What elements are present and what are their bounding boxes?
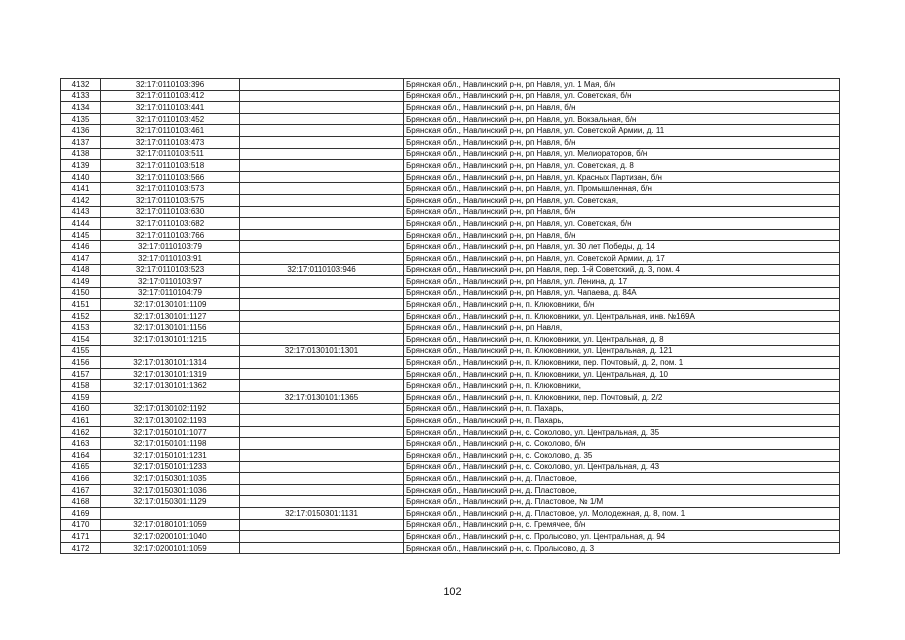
address-cell: Брянская обл., Навлинский р-н, п. Клюковники, ул. Центральная, инв. №169А <box>404 310 840 322</box>
secondary-cadastral-cell <box>240 125 404 137</box>
secondary-cadastral-cell <box>240 252 404 264</box>
row-number-cell: 4157 <box>61 368 101 380</box>
address-cell: Брянская обл., Навлинский р-н, рп Навля, ул. Советской Армии, д. 11 <box>404 125 840 137</box>
address-cell: Брянская обл., Навлинский р-н, п. Клюковники, <box>404 380 840 392</box>
row-number-cell: 4171 <box>61 531 101 543</box>
cadastral-number-cell: 32:17:0110103:766 <box>101 229 240 241</box>
row-number-cell: 4137 <box>61 136 101 148</box>
address-cell: Брянская обл., Навлинский р-н, рп Навля, ул. Советская, д. 8 <box>404 160 840 172</box>
address-cell: Брянская обл., Навлинский р-н, п. Пахарь, <box>404 415 840 427</box>
secondary-cadastral-cell <box>240 299 404 311</box>
cadastral-number-cell: 32:17:0110103:97 <box>101 276 240 288</box>
table-row <box>61 241 840 253</box>
secondary-cadastral-cell <box>240 229 404 241</box>
row-number-cell: 4161 <box>61 415 101 427</box>
table-row <box>61 519 840 531</box>
row-number-cell: 4148 <box>61 264 101 276</box>
row-number-cell: 4172 <box>61 542 101 554</box>
secondary-cadastral-cell <box>240 334 404 346</box>
address-cell: Брянская обл., Навлинский р-н, п. Клюковники, ул. Центральная, д. 8 <box>404 334 840 346</box>
address-cell: Брянская обл., Навлинский р-н, рп Навля, ул. Красных Партизан, б/н <box>404 171 840 183</box>
row-number-cell: 4149 <box>61 276 101 288</box>
cadastral-number-cell <box>101 345 240 357</box>
table-row <box>61 218 840 230</box>
secondary-cadastral-cell: 32:17:0130101:1365 <box>240 392 404 404</box>
address-cell: Брянская обл., Навлинский р-н, рп Навля, ул. Советская, б/н <box>404 90 840 102</box>
secondary-cadastral-cell <box>240 136 404 148</box>
secondary-cadastral-cell <box>240 79 404 91</box>
address-cell: Брянская обл., Навлинский р-н, рп Навля, ул. 1 Мая, б/н <box>404 79 840 91</box>
secondary-cadastral-cell <box>240 102 404 114</box>
address-cell: Брянская обл., Навлинский р-н, д. Пластовое, № 1/М <box>404 496 840 508</box>
secondary-cadastral-cell <box>240 380 404 392</box>
address-cell: Брянская обл., Навлинский р-н, рп Навля, ул. 30 лет Победы, д. 14 <box>404 241 840 253</box>
cadastral-number-cell: 32:17:0150101:1077 <box>101 426 240 438</box>
address-cell: Брянская обл., Навлинский р-н, с. Соколово, ул. Центральная, д. 35 <box>404 426 840 438</box>
address-cell: Брянская обл., Навлинский р-н, рп Навля, ул. Мелиораторов, б/н <box>404 148 840 160</box>
secondary-cadastral-cell <box>240 473 404 485</box>
address-cell: Брянская обл., Навлинский р-н, д. Пластовое, <box>404 473 840 485</box>
address-cell: Брянская обл., Навлинский р-н, рп Навля, ул. Чапаева, д. 84А <box>404 287 840 299</box>
cadastral-number-cell: 32:17:0130101:1319 <box>101 368 240 380</box>
cadastral-number-cell: 32:17:0130101:1362 <box>101 380 240 392</box>
address-cell: Брянская обл., Навлинский р-н, рп Навля, пер. 1-й Советский, д. 3, пом. 4 <box>404 264 840 276</box>
secondary-cadastral-cell <box>240 484 404 496</box>
cadastral-number-cell: 32:17:0110103:630 <box>101 206 240 218</box>
cadastral-number-cell: 32:17:0150101:1198 <box>101 438 240 450</box>
table-row <box>61 473 840 485</box>
row-number-cell: 4160 <box>61 403 101 415</box>
cadastral-number-cell: 32:17:0200101:1059 <box>101 542 240 554</box>
row-number-cell: 4141 <box>61 183 101 195</box>
cadastral-number-cell: 32:17:0110103:523 <box>101 264 240 276</box>
table-row <box>61 136 840 148</box>
table-row <box>61 194 840 206</box>
row-number-cell: 4162 <box>61 426 101 438</box>
address-cell: Брянская обл., Навлинский р-н, с. Соколово, д. 35 <box>404 450 840 462</box>
row-number-cell: 4155 <box>61 345 101 357</box>
row-number-cell: 4143 <box>61 206 101 218</box>
cadastral-number-cell: 32:17:0130101:1127 <box>101 310 240 322</box>
secondary-cadastral-cell <box>240 450 404 462</box>
row-number-cell: 4146 <box>61 241 101 253</box>
table-row <box>61 102 840 114</box>
secondary-cadastral-cell <box>240 183 404 195</box>
cadastral-number-cell: 32:17:0130102:1193 <box>101 415 240 427</box>
row-number-cell: 4133 <box>61 90 101 102</box>
table-body <box>61 79 840 554</box>
table-row <box>61 299 840 311</box>
secondary-cadastral-cell <box>240 322 404 334</box>
cadastral-number-cell: 32:17:0110103:412 <box>101 90 240 102</box>
row-number-cell: 4159 <box>61 392 101 404</box>
address-cell: Брянская обл., Навлинский р-н, п. Клюковники, пер. Почтовый, д. 2, пом. 1 <box>404 357 840 369</box>
row-number-cell: 4170 <box>61 519 101 531</box>
address-cell: Брянская обл., Навлинский р-н, рп Навля, ул. Советская, <box>404 194 840 206</box>
secondary-cadastral-cell <box>240 90 404 102</box>
address-cell: Брянская обл., Навлинский р-н, д. Пластовое, ул. Молодежная, д. 8, пом. 1 <box>404 507 840 519</box>
cadastral-number-cell: 32:17:0110103:682 <box>101 218 240 230</box>
table-row <box>61 125 840 137</box>
row-number-cell: 4153 <box>61 322 101 334</box>
row-number-cell: 4136 <box>61 125 101 137</box>
address-cell: Брянская обл., Навлинский р-н, п. Клюковники, б/н <box>404 299 840 311</box>
table-row <box>61 229 840 241</box>
row-number-cell: 4147 <box>61 252 101 264</box>
address-cell: Брянская обл., Навлинский р-н, с. Соколово, б/н <box>404 438 840 450</box>
table-row <box>61 310 840 322</box>
table-row <box>61 542 840 554</box>
table-row <box>61 438 840 450</box>
table-row <box>61 392 840 404</box>
cadastral-number-cell: 32:17:0110103:452 <box>101 113 240 125</box>
secondary-cadastral-cell <box>240 438 404 450</box>
table-row <box>61 345 840 357</box>
address-cell: Брянская обл., Навлинский р-н, рп Навля, б/н <box>404 102 840 114</box>
cadastral-number-cell: 32:17:0150101:1231 <box>101 450 240 462</box>
address-cell: Брянская обл., Навлинский р-н, рп Навля, ул. Промышленная, б/н <box>404 183 840 195</box>
address-cell: Брянская обл., Навлинский р-н, рп Навля, б/н <box>404 229 840 241</box>
table-row <box>61 496 840 508</box>
cadastral-number-cell: 32:17:0110103:441 <box>101 102 240 114</box>
secondary-cadastral-cell: 32:17:0130101:1301 <box>240 345 404 357</box>
cadastral-number-cell: 32:17:0110103:396 <box>101 79 240 91</box>
secondary-cadastral-cell <box>240 148 404 160</box>
row-number-cell: 4154 <box>61 334 101 346</box>
cadastral-number-cell: 32:17:0110103:566 <box>101 171 240 183</box>
row-number-cell: 4139 <box>61 160 101 172</box>
address-cell: Брянская обл., Навлинский р-н, п. Пахарь, <box>404 403 840 415</box>
row-number-cell: 4167 <box>61 484 101 496</box>
row-number-cell: 4145 <box>61 229 101 241</box>
cadastral-number-cell: 32:17:0150101:1233 <box>101 461 240 473</box>
row-number-cell: 4135 <box>61 113 101 125</box>
cadastral-number-cell: 32:17:0200101:1040 <box>101 531 240 543</box>
address-cell: Брянская обл., Навлинский р-н, рп Навля, б/н <box>404 136 840 148</box>
row-number-cell: 4134 <box>61 102 101 114</box>
address-cell: Брянская обл., Навлинский р-н, рп Навля, <box>404 322 840 334</box>
address-cell: Брянская обл., Навлинский р-н, п. Клюковники, пер. Почтовый, д. 2/2 <box>404 392 840 404</box>
address-cell: Брянская обл., Навлинский р-н, п. Клюковники, ул. Центральная, д. 10 <box>404 368 840 380</box>
secondary-cadastral-cell <box>240 276 404 288</box>
row-number-cell: 4165 <box>61 461 101 473</box>
row-number-cell: 4156 <box>61 357 101 369</box>
table-row <box>61 334 840 346</box>
secondary-cadastral-cell <box>240 194 404 206</box>
cadastral-number-cell: 32:17:0130101:1215 <box>101 334 240 346</box>
cadastral-number-cell: 32:17:0110103:461 <box>101 125 240 137</box>
secondary-cadastral-cell <box>240 287 404 299</box>
secondary-cadastral-cell: 32:17:0150301:1131 <box>240 507 404 519</box>
address-cell: Брянская обл., Навлинский р-н, рп Навля, ул. Советской Армии, д. 17 <box>404 252 840 264</box>
address-cell: Брянская обл., Навлинский р-н, п. Клюковники, ул. Центральная, д. 121 <box>404 345 840 357</box>
property-registry-table <box>60 78 840 554</box>
secondary-cadastral-cell <box>240 368 404 380</box>
address-cell: Брянская обл., Навлинский р-н, с. Гремячее, б/н <box>404 519 840 531</box>
secondary-cadastral-cell <box>240 403 404 415</box>
address-cell: Брянская обл., Навлинский р-н, с. Пролысово, д. 3 <box>404 542 840 554</box>
address-cell: Брянская обл., Навлинский р-н, рп Навля, ул. Ленина, д. 17 <box>404 276 840 288</box>
table-row <box>61 380 840 392</box>
cadastral-number-cell: 32:17:0130101:1314 <box>101 357 240 369</box>
table-row <box>61 276 840 288</box>
secondary-cadastral-cell <box>240 357 404 369</box>
secondary-cadastral-cell <box>240 542 404 554</box>
table-row <box>61 415 840 427</box>
secondary-cadastral-cell <box>240 206 404 218</box>
row-number-cell: 4140 <box>61 171 101 183</box>
cadastral-number-cell: 32:17:0110103:511 <box>101 148 240 160</box>
cadastral-number-cell <box>101 507 240 519</box>
secondary-cadastral-cell <box>240 160 404 172</box>
table-row <box>61 461 840 473</box>
table-row <box>61 148 840 160</box>
cadastral-number-cell: 32:17:0110104:79 <box>101 287 240 299</box>
table-row <box>61 484 840 496</box>
row-number-cell: 4152 <box>61 310 101 322</box>
table-row <box>61 450 840 462</box>
table-row <box>61 368 840 380</box>
table-row <box>61 171 840 183</box>
cadastral-number-cell: 32:17:0150301:1035 <box>101 473 240 485</box>
cadastral-number-cell: 32:17:0110103:91 <box>101 252 240 264</box>
table-row <box>61 507 840 519</box>
row-number-cell: 4164 <box>61 450 101 462</box>
table-row <box>61 206 840 218</box>
table-row <box>61 252 840 264</box>
secondary-cadastral-cell <box>240 415 404 427</box>
address-cell: Брянская обл., Навлинский р-н, д. Пластовое, <box>404 484 840 496</box>
row-number-cell: 4166 <box>61 473 101 485</box>
cadastral-number-cell: 32:17:0130101:1156 <box>101 322 240 334</box>
table-row <box>61 531 840 543</box>
table-row <box>61 403 840 415</box>
secondary-cadastral-cell <box>240 531 404 543</box>
row-number-cell: 4158 <box>61 380 101 392</box>
table-row <box>61 426 840 438</box>
secondary-cadastral-cell <box>240 171 404 183</box>
cadastral-number-cell <box>101 392 240 404</box>
address-cell: Брянская обл., Навлинский р-н, рп Навля, б/н <box>404 206 840 218</box>
row-number-cell: 4150 <box>61 287 101 299</box>
row-number-cell: 4163 <box>61 438 101 450</box>
cadastral-number-cell: 32:17:0180101:1059 <box>101 519 240 531</box>
table-row <box>61 287 840 299</box>
address-cell: Брянская обл., Навлинский р-н, рп Навля, ул. Вокзальная, б/н <box>404 113 840 125</box>
cadastral-number-cell: 32:17:0130102:1192 <box>101 403 240 415</box>
secondary-cadastral-cell <box>240 461 404 473</box>
address-cell: Брянская обл., Навлинский р-н, с. Пролысово, ул. Центральная, д. 94 <box>404 531 840 543</box>
address-cell: Брянская обл., Навлинский р-н, рп Навля, ул. Советская, б/н <box>404 218 840 230</box>
secondary-cadastral-cell <box>240 519 404 531</box>
table-row <box>61 113 840 125</box>
cadastral-number-cell: 32:17:0130101:1109 <box>101 299 240 311</box>
secondary-cadastral-cell <box>240 310 404 322</box>
row-number-cell: 4168 <box>61 496 101 508</box>
row-number-cell: 4138 <box>61 148 101 160</box>
table-row <box>61 322 840 334</box>
secondary-cadastral-cell <box>240 113 404 125</box>
row-number-cell: 4169 <box>61 507 101 519</box>
cadastral-number-cell: 32:17:0110103:518 <box>101 160 240 172</box>
cadastral-number-cell: 32:17:0110103:79 <box>101 241 240 253</box>
secondary-cadastral-cell <box>240 426 404 438</box>
table-row <box>61 264 840 276</box>
row-number-cell: 4142 <box>61 194 101 206</box>
table-row <box>61 160 840 172</box>
page-number: 102 <box>443 586 462 598</box>
secondary-cadastral-cell <box>240 496 404 508</box>
cadastral-number-cell: 32:17:0110103:575 <box>101 194 240 206</box>
secondary-cadastral-cell <box>240 218 404 230</box>
row-number-cell: 4151 <box>61 299 101 311</box>
table-row <box>61 79 840 91</box>
cadastral-number-cell: 32:17:0150301:1036 <box>101 484 240 496</box>
secondary-cadastral-cell <box>240 241 404 253</box>
cadastral-number-cell: 32:17:0110103:473 <box>101 136 240 148</box>
cadastral-number-cell: 32:17:0150301:1129 <box>101 496 240 508</box>
table-row <box>61 90 840 102</box>
address-cell: Брянская обл., Навлинский р-н, с. Соколово, ул. Центральная, д. 43 <box>404 461 840 473</box>
cadastral-number-cell: 32:17:0110103:573 <box>101 183 240 195</box>
row-number-cell: 4144 <box>61 218 101 230</box>
table-row <box>61 183 840 195</box>
row-number-cell: 4132 <box>61 79 101 91</box>
table-row <box>61 357 840 369</box>
secondary-cadastral-cell: 32:17:0110103:946 <box>240 264 404 276</box>
